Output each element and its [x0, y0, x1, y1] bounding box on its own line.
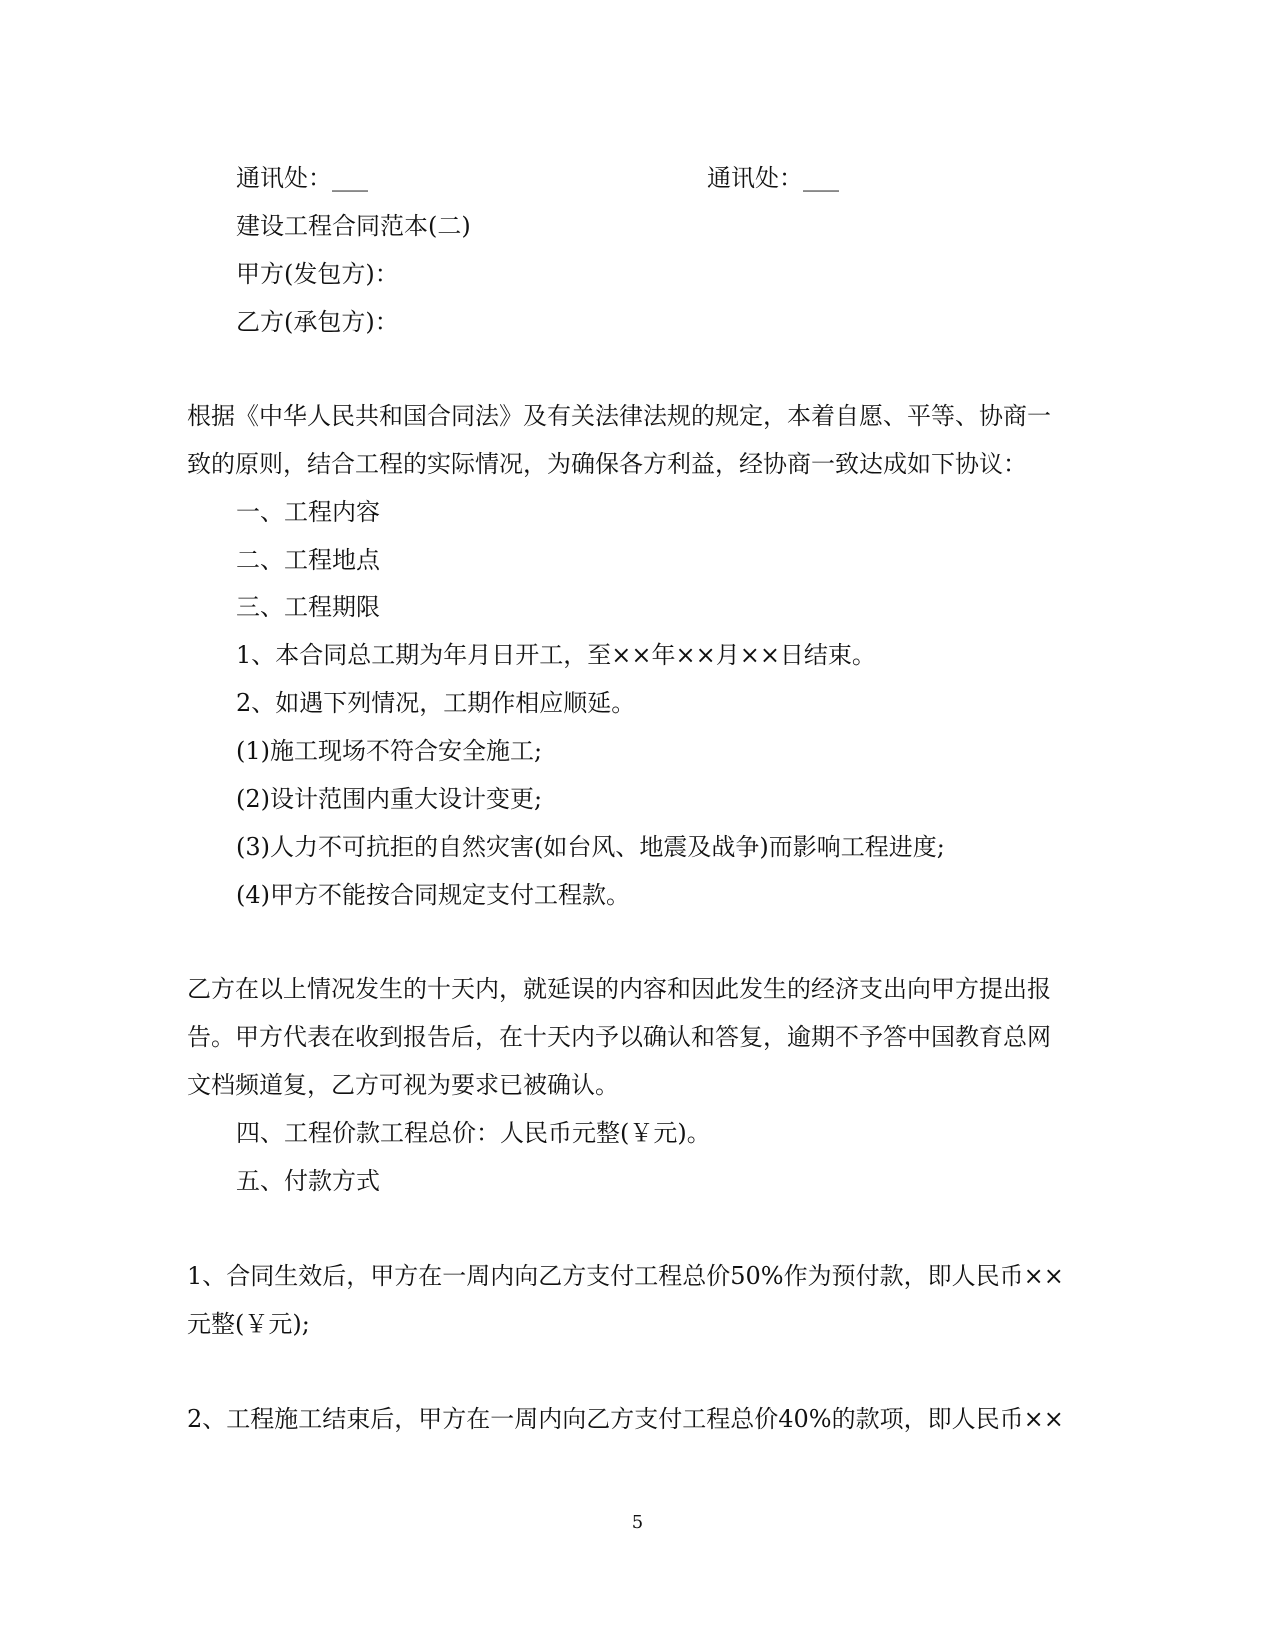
contract-title: 建设工程合同范本(二): [236, 212, 471, 240]
section-heading: 五、付款方式: [236, 1167, 380, 1195]
report-paragraph-line: 乙方在以上情况发生的十天内，就延误的内容和因此发生的经济支出向甲方提出报: [187, 975, 1051, 1003]
page-number: 5: [631, 1512, 644, 1533]
payment-item-line: 1、合同生效后，甲方在一周内向乙方支付工程总价50%作为预付款，即人民币××: [187, 1262, 1064, 1290]
section-heading: 二、工程地点: [236, 546, 380, 574]
case-item: (1)施工现场不符合安全施工;: [236, 737, 543, 765]
contact-right: 通讯处：___: [707, 164, 839, 192]
party-a-label: 甲方(发包方)：: [236, 260, 399, 288]
term-item: 1、本合同总工期为年月日开工，至××年××月××日结束。: [236, 641, 876, 669]
section-heading: 一、工程内容: [236, 498, 380, 526]
section-heading: 四、工程价款工程总价：人民币元整(￥元)。: [236, 1119, 711, 1147]
report-paragraph-line: 文档频道复，乙方可视为要求已被确认。: [187, 1071, 619, 1099]
intro-paragraph-line: 根据《中华人民共和国合同法》及有关法律法规的规定，本着自愿、平等、协商一: [187, 402, 1051, 430]
case-item: (2)设计范围内重大设计变更;: [236, 785, 543, 813]
intro-paragraph-line: 致的原则，结合工程的实际情况，为确保各方利益，经协商一致达成如下协议：: [187, 450, 1027, 478]
section-heading: 三、工程期限: [236, 593, 380, 621]
report-paragraph-line: 告。甲方代表在收到报告后，在十天内予以确认和答复，逾期不予答中国教育总网: [187, 1023, 1051, 1051]
term-item: 2、如遇下列情况，工期作相应顺延。: [236, 689, 636, 717]
payment-item-line: 元整(￥元);: [187, 1310, 310, 1338]
case-item: (3)人力不可抗拒的自然灾害(如台风、地震及战争)而影响工程进度;: [236, 833, 945, 861]
payment-item-line: 2、工程施工结束后，甲方在一周内向乙方支付工程总价40%的款项，即人民币××: [187, 1405, 1064, 1433]
contact-left: 通讯处：___: [236, 164, 368, 192]
case-item: (4)甲方不能按合同规定支付工程款。: [236, 881, 630, 909]
party-b-label: 乙方(承包方)：: [236, 308, 399, 336]
